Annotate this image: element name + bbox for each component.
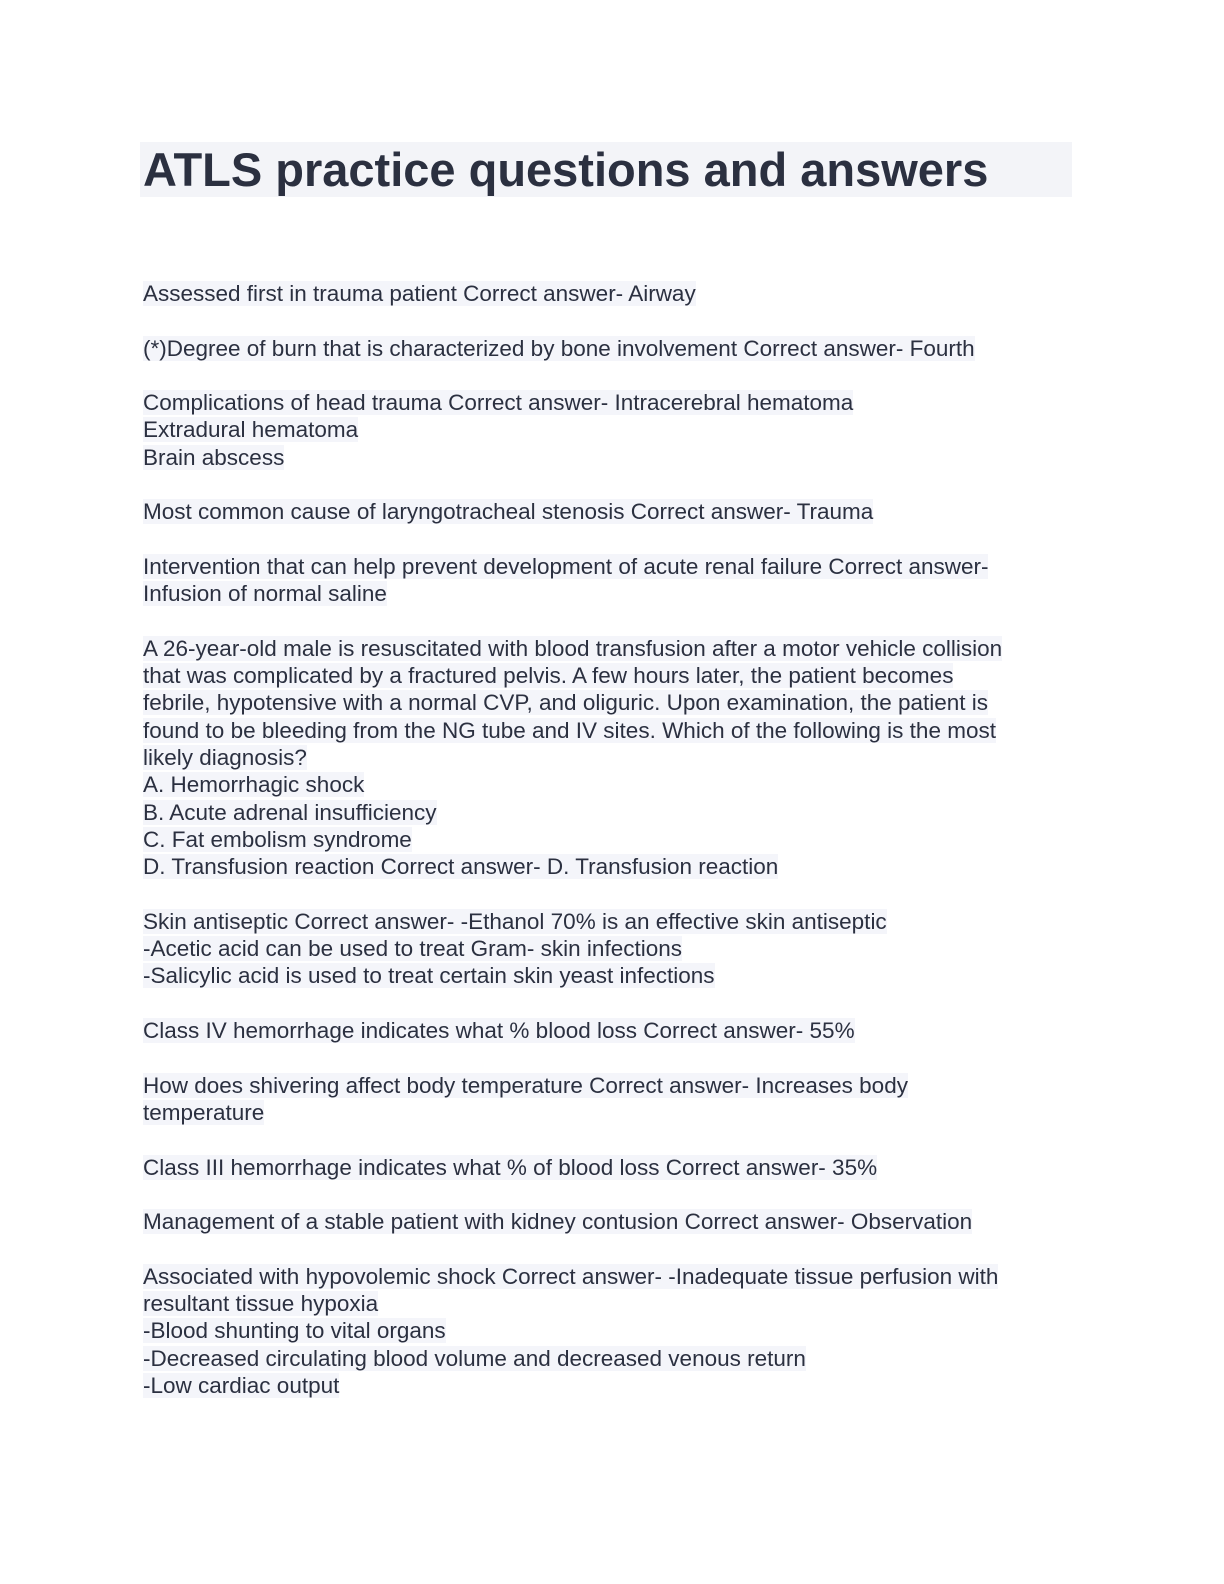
qa-line-text: that was complicated by a fractured pelvis. A few hours later, the patient becomes (143, 663, 954, 689)
qa-line (143, 826, 1073, 853)
qa-item (143, 280, 1073, 307)
qa-item (143, 1154, 1073, 1181)
qa-item (143, 635, 1073, 881)
qa-line-text: C. Fat embolism syndrome (143, 826, 412, 852)
qa-line-text: Associated with hypovolemic shock Correct answer- -Inadequate tissue perfusion with (143, 1263, 999, 1289)
qa-line (143, 771, 1073, 798)
qa-line-text: Intervention that can help prevent development of acute renal failure Correct answer- (143, 553, 989, 579)
qa-line-text: Skin antiseptic Correct answer- -Ethanol 70% is an effective skin antiseptic (143, 908, 887, 934)
qa-line (143, 1263, 1073, 1290)
qa-line (143, 1317, 1073, 1344)
qa-line-text: -Low cardiac output (143, 1372, 340, 1398)
qa-line (143, 389, 1073, 416)
qa-line (143, 1290, 1073, 1317)
qa-line-text: -Blood shunting to vital organs (143, 1318, 446, 1344)
qa-line (143, 1208, 1073, 1235)
qa-item (143, 1208, 1073, 1235)
qa-line (143, 908, 1073, 935)
qa-line-text: Brain abscess (143, 444, 285, 470)
qa-line (143, 962, 1073, 989)
qa-line-text: febrile, hypotensive with a normal CVP, and oliguric. Upon examination, the patient is (143, 690, 989, 716)
qa-line (143, 744, 1073, 771)
qa-item (143, 1072, 1073, 1127)
qa-item (143, 553, 1073, 608)
qa-line (143, 416, 1073, 443)
qa-line (143, 1345, 1073, 1372)
qa-item (143, 498, 1073, 525)
qa-line (143, 635, 1073, 662)
qa-line-text: -Decreased circulating blood volume and decreased venous return (143, 1345, 806, 1371)
qa-line-text: (*)Degree of burn that is characterized by bone involvement Correct answer- Fourth (143, 335, 975, 361)
qa-line (143, 717, 1073, 744)
qa-line-text: Class III hemorrhage indicates what % of blood loss Correct answer- 35% (143, 1154, 878, 1180)
qa-line-text: Complications of head trauma Correct answer- Intracerebral hematoma (143, 390, 854, 416)
qa-line-text: Extradural hematoma (143, 417, 359, 443)
title-block (140, 142, 1072, 197)
qa-item (143, 1263, 1073, 1399)
qa-item (143, 1017, 1073, 1044)
qa-line-text: likely diagnosis? (143, 745, 307, 771)
qa-line (143, 662, 1073, 689)
qa-line (143, 1154, 1073, 1181)
document-title: ATLS practice questions and answers (143, 143, 989, 196)
qa-line-text: A 26-year-old male is resuscitated with blood transfusion after a motor vehicle collision (143, 635, 1003, 661)
qa-line-text: Infusion of normal saline (143, 581, 387, 607)
qa-line-text: resultant tissue hypoxia (143, 1290, 379, 1316)
qa-line (143, 1072, 1073, 1099)
qa-line (143, 1372, 1073, 1399)
qa-line-text: Assessed first in trauma patient Correct answer- Airway (143, 281, 696, 306)
qa-line-text: D. Transfusion reaction Correct answer- D. Transfusion reaction (143, 854, 779, 880)
qa-line-text: Management of a stable patient with kidney contusion Correct answer- Observation (143, 1209, 973, 1235)
qa-line (143, 335, 1073, 362)
qa-line (143, 580, 1073, 607)
qa-line-text: -Salicylic acid is used to treat certain skin yeast infections (143, 963, 715, 989)
qa-line (143, 1017, 1073, 1044)
qa-item (143, 389, 1073, 471)
qa-line-text: How does shivering affect body temperature Correct answer- Increases body (143, 1072, 908, 1098)
qa-line (143, 498, 1073, 525)
qa-line-text: -Acetic acid can be used to treat Gram- skin infections (143, 936, 682, 962)
qa-line-text: A. Hemorrhagic shock (143, 772, 365, 798)
qa-line-text: found to be bleeding from the NG tube and IV sites. Which of the following is the most (143, 717, 996, 743)
qa-line-text: temperature (143, 1099, 265, 1125)
qa-line-text: Most common cause of laryngotracheal stenosis Correct answer- Trauma (143, 499, 874, 525)
qa-item (143, 908, 1073, 990)
qa-line (143, 553, 1073, 580)
qa-line (143, 799, 1073, 826)
qa-line (143, 689, 1073, 716)
qa-line-text: B. Acute adrenal insufficiency (143, 799, 437, 825)
qa-line (143, 444, 1073, 471)
qa-list (143, 280, 1073, 1426)
qa-item (143, 335, 1073, 362)
qa-line (143, 853, 1073, 880)
qa-line (143, 1099, 1073, 1126)
qa-line (143, 280, 1073, 307)
qa-line (143, 935, 1073, 962)
qa-line-text: Class IV hemorrhage indicates what % blood loss Correct answer- 55% (143, 1018, 855, 1044)
